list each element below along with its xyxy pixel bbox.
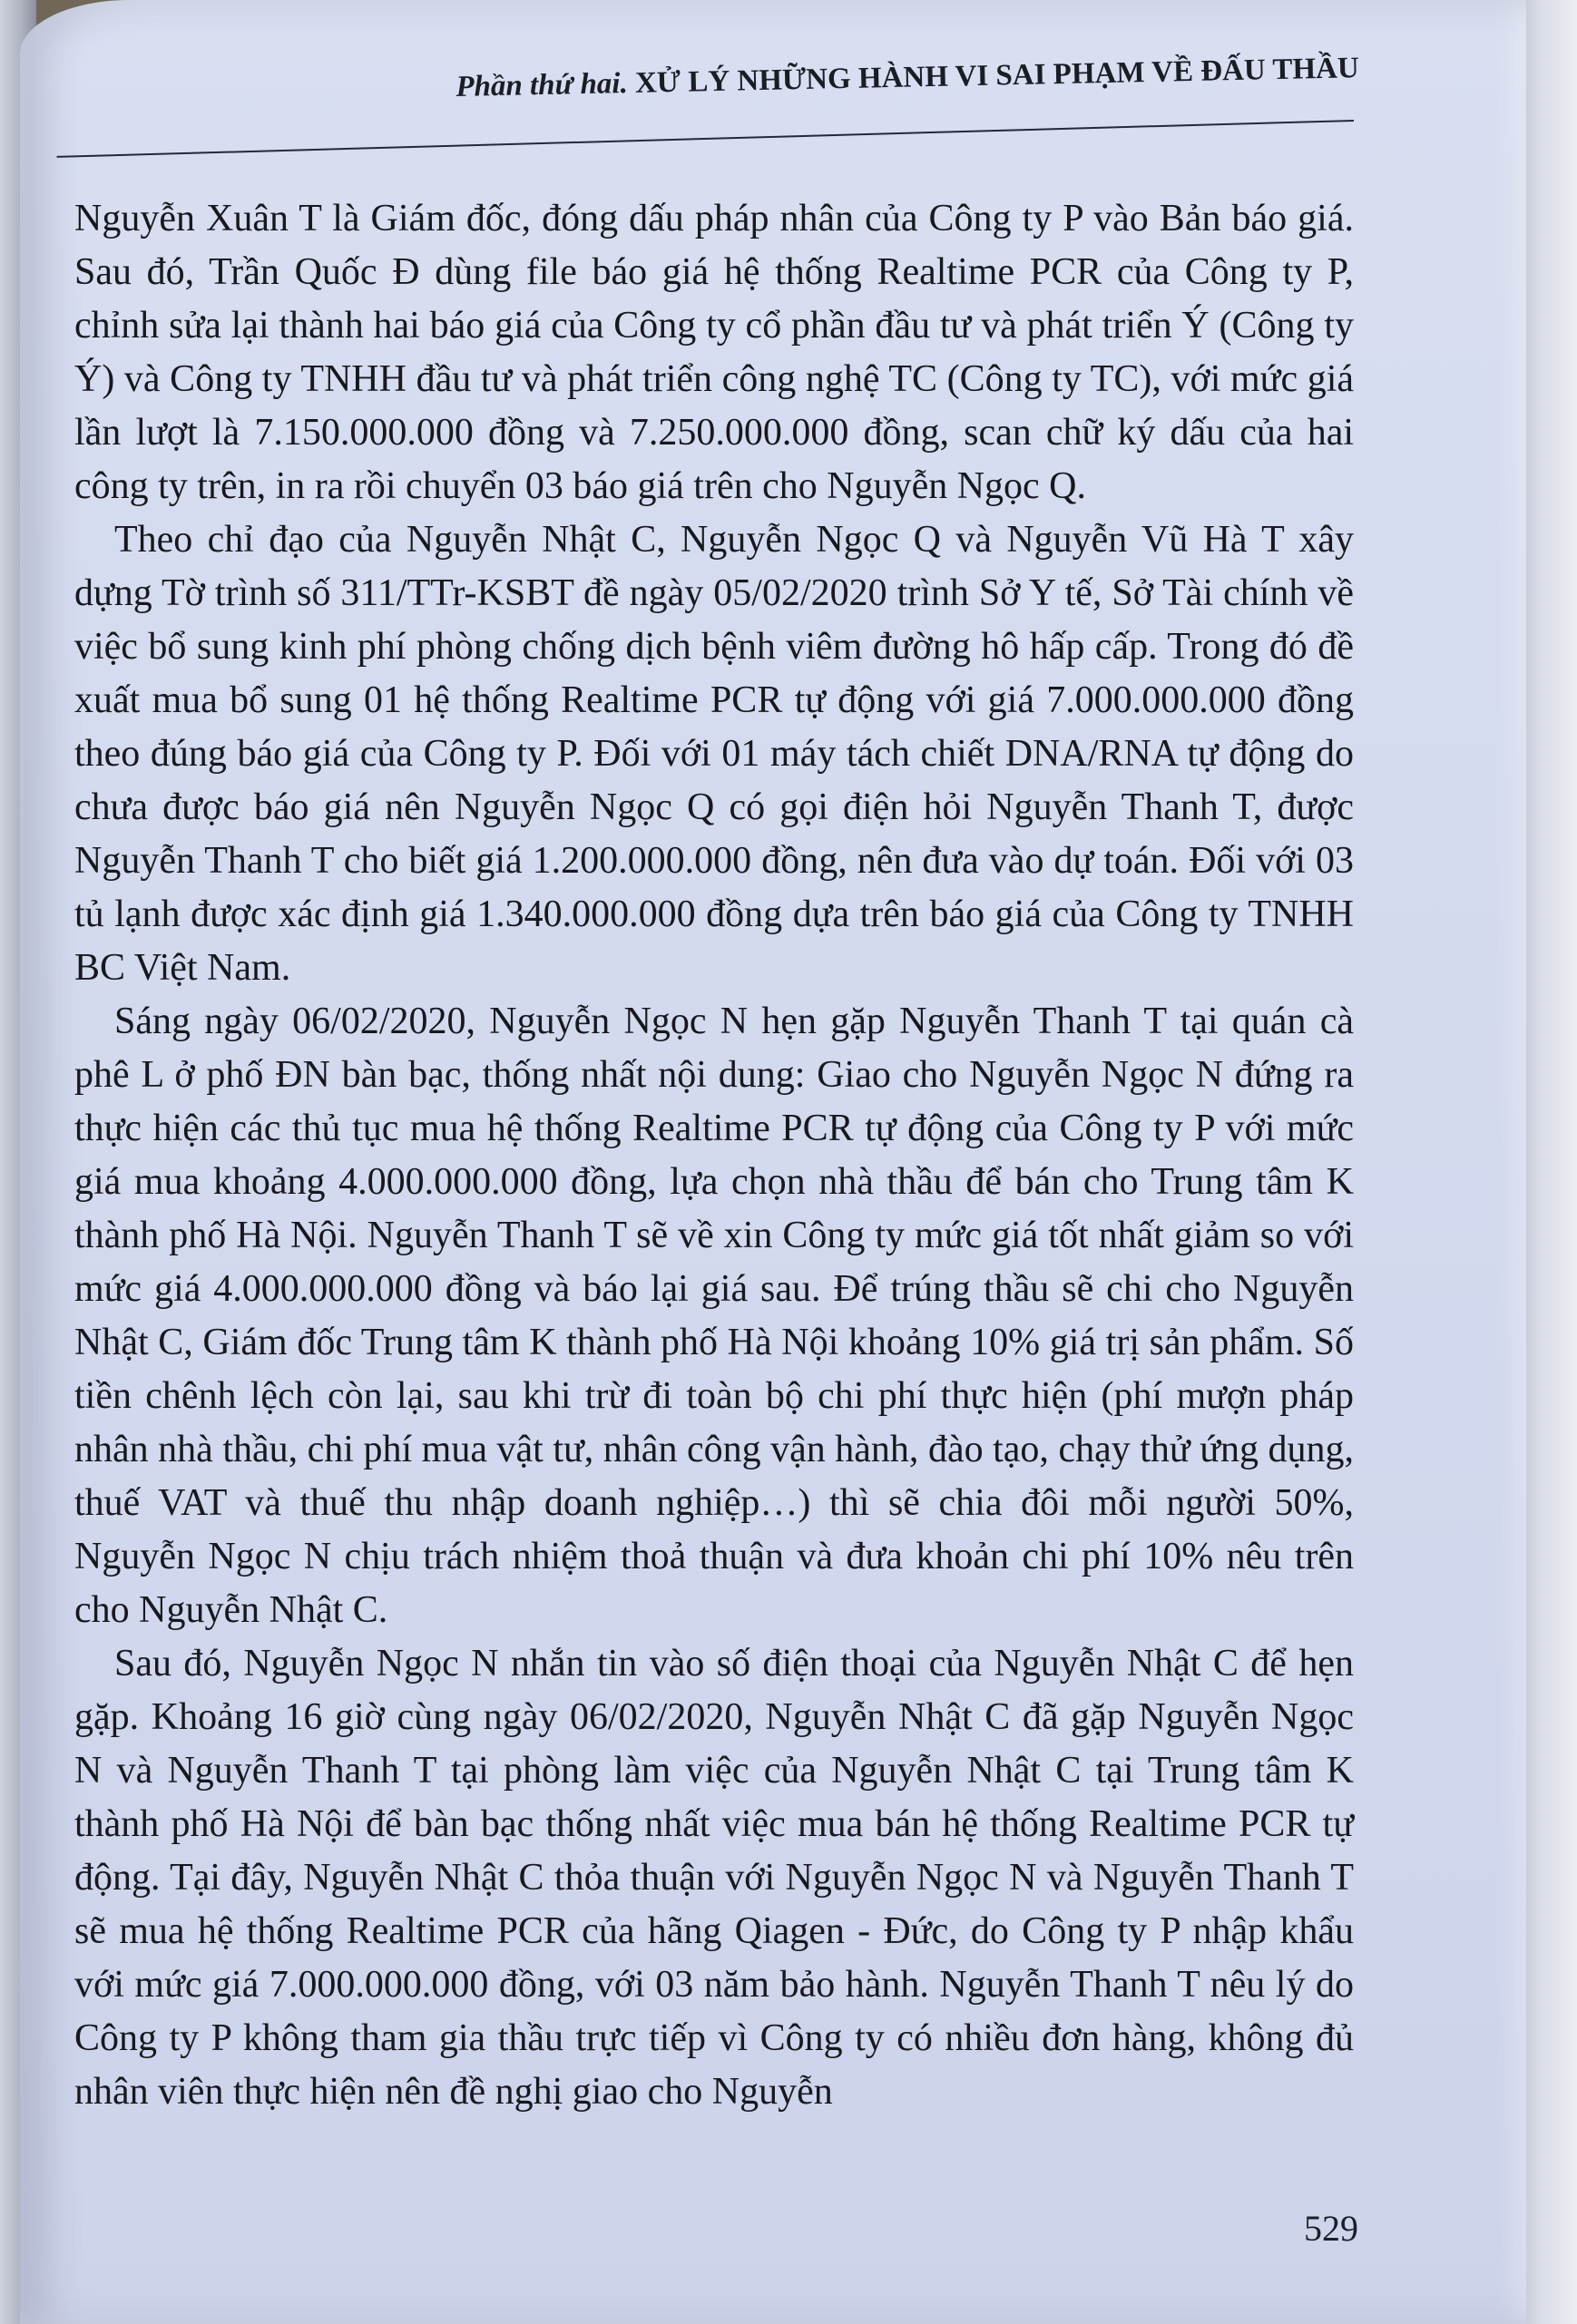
- paragraph-4: Sau đó, Nguyễn Ngọc N nhắn tin vào số điện thoại của Nguyễn Nhật C để hẹn gặp. Khoảng 16 giờ cùng ngày 06/02/2020, Nguyễn Nhật C đã gặp Nguyễn Ngọc N và Nguyễn Thanh T tại phòng làm việc của Nguyễn Nhật C tại Trung tâm K thành phố Hà Nội để bàn bạc thống nhất việc mua bán hệ thống Realtime PCR tự động. Tại đây, Nguyễn Nhật C thỏa thuận với Nguyễn Ngọc N và Nguyễn Thanh T sẽ mua hệ thống Realtime PCR của hãng Qiagen - Đức, do Công ty P nhập khẩu với mức giá 7.000.000.000 đồng, với 03 năm bảo hành. Nguyễn Thanh T nêu lý do Công ty P không tham gia thầu trực tiếp vì Công ty có nhiều đơn hàng, không đủ nhân viên thực hiện nên đề nghị giao cho Nguyễn: [74, 1643, 1354, 2113]
- header-chapter-title: XỬ LÝ NHỮNG HÀNH VI SAI PHẠM VỀ ĐẤU THẦU: [634, 52, 1360, 100]
- paragraph-3: Sáng ngày 06/02/2020, Nguyễn Ngọc N hẹn gặp Nguyễn Thanh T tại quán cà phê L ở phố ĐN bàn bạc, thống nhất nội dung: Giao cho Nguyễn Ngọc N đứng ra thực hiện các thủ tục mua hệ thống Realtime PCR tự động của Công ty P với mức giá mua khoảng 4.000.000.000 đồng, lựa chọn nhà thầu để bán cho Trung tâm K thành phố Hà Nội. Nguyễn Thanh T sẽ về xin Công ty mức giá tốt nhất giảm so với mức giá 4.000.000.000 đồng và báo lại giá sau. Để trúng thầu sẽ chi cho Nguyễn Nhật C, Giám đốc Trung tâm K thành phố Hà Nội khoảng 10% giá trị sản phẩm. Số tiền chênh lệch còn lại, sau khi trừ đi toàn bộ chi phí thực hiện (phí mượn pháp nhân nhà thầu, chi phí mua vật tư, nhân công vận hành, đào tạo, chạy thử ứng dụng, thuế VAT và thuế thu nhập doanh nghiệp…) thì sẽ chia đôi mỗi người 50%, Nguyễn Ngọc N chịu trách nhiệm thoả thuận và đưa khoản chi phí 10% nêu trên cho Nguyễn Nhật C.: [74, 1001, 1354, 1631]
- page-number: 529: [1304, 2208, 1358, 2249]
- header-rule: [57, 120, 1354, 158]
- paragraph-2: Theo chỉ đạo của Nguyễn Nhật C, Nguyễn Ngọc Q và Nguyễn Vũ Hà T xây dựng Tờ trình số 311/TTr-KSBT đề ngày 05/02/2020 trình Sở Y tế, Sở Tài chính về việc bổ sung kinh phí phòng chống dịch bệnh viêm đường hô hấp cấp. Trong đó đề xuất mua bổ sung 01 hệ thống Realtime PCR tự động với giá 7.000.000.000 đồng theo đúng báo giá của Công ty P. Đối với 01 máy tách chiết DNA/RNA tự động do chưa được báo giá nên Nguyễn Ngọc Q có gọi điện hỏi Nguyễn Thanh T, được Nguyễn Thanh T cho biết giá 1.200.000.000 đồng, nên đưa vào dự toán. Đối với 03 tủ lạnh được xác định giá 1.340.000.000 đồng dựa trên báo giá của Công ty TNHH BC Việt Nam.: [74, 519, 1354, 989]
- body-text: [74, 192, 1354, 2119]
- paragraph-1: Nguyễn Xuân T là Giám đốc, đóng dấu pháp nhân của Công ty P vào Bản báo giá. Sau đó, Trần Quốc Đ dùng file báo giá hệ thống Realtime PCR của Công ty P, chỉnh sửa lại thành hai báo giá của Công ty cổ phần đầu tư và phát triển Ý (Công ty Ý) và Công ty TNHH đầu tư và phát triển công nghệ TC (Công ty TC), với mức giá lần lượt là 7.150.000.000 đồng và 7.250.000.000 đồng, scan chữ ký dấu của hai công ty trên, in ra rồi chuyển 03 báo giá trên cho Nguyễn Ngọc Q.: [74, 198, 1354, 507]
- header-part-label: Phần thứ hai.: [455, 67, 629, 103]
- running-header: [455, 52, 1360, 125]
- book-page: [20, 0, 1526, 2324]
